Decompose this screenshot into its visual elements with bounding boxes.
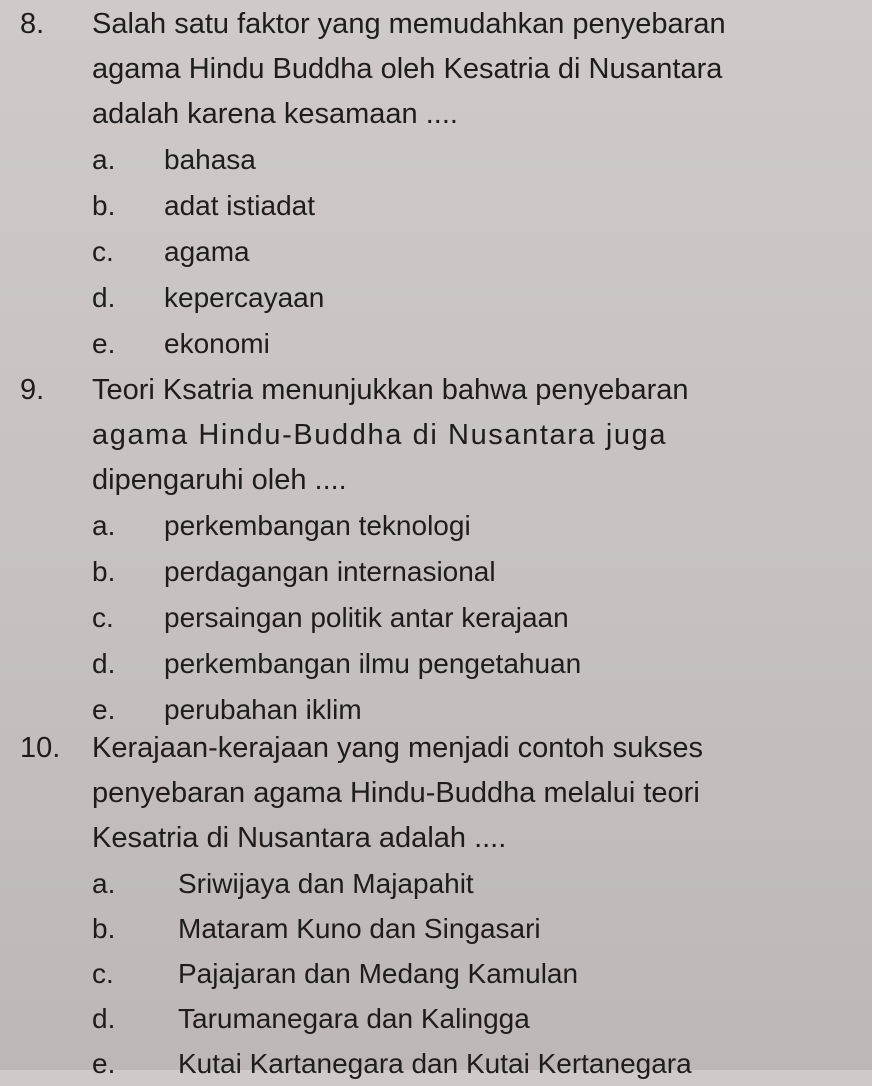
option-c[interactable] bbox=[20, 595, 860, 641]
option-letter: d. bbox=[92, 282, 116, 313]
option-letter: e. bbox=[92, 328, 116, 359]
option-text: Kutai Kartanegara dan Kutai Kertanegara bbox=[178, 1048, 692, 1079]
option-a[interactable] bbox=[20, 503, 860, 549]
option-text: Tarumanegara dan Kalingga bbox=[178, 1003, 530, 1034]
option-letter: e. bbox=[92, 1048, 116, 1079]
question-text bbox=[92, 368, 860, 503]
option-d[interactable] bbox=[20, 996, 860, 1041]
question-line: Salah satu faktor yang memudahkan penyebaran bbox=[92, 8, 726, 40]
question-line: agama Hindu Buddha oleh Kesatria di Nusantara bbox=[92, 53, 723, 85]
option-text: Sriwijaya dan Majapahit bbox=[178, 868, 474, 899]
option-letter: c. bbox=[92, 236, 114, 267]
option-text: perkembangan teknologi bbox=[164, 510, 471, 541]
question-number: 10. bbox=[20, 732, 61, 764]
option-e[interactable] bbox=[20, 1041, 860, 1086]
question-header bbox=[20, 2, 860, 137]
question-10 bbox=[20, 726, 860, 1086]
option-letter: b. bbox=[92, 556, 116, 587]
question-line: Teori Ksatria menunjukkan bahwa penyebaran bbox=[92, 374, 689, 406]
question-8 bbox=[20, 2, 860, 367]
question-line: adalah karena kesamaan .... bbox=[92, 98, 458, 130]
option-text: Pajajaran dan Medang Kamulan bbox=[178, 958, 579, 989]
answer-options bbox=[20, 137, 860, 367]
option-d[interactable] bbox=[20, 275, 860, 321]
question-text bbox=[92, 726, 860, 861]
option-letter: d. bbox=[92, 648, 116, 679]
option-letter: b. bbox=[92, 190, 116, 221]
question-line: penyebaran agama Hindu-Buddha melalui teori bbox=[92, 777, 700, 809]
question-line: Kerajaan-kerajaan yang menjadi contoh sukses bbox=[92, 732, 703, 764]
question-text bbox=[92, 2, 860, 137]
option-b[interactable] bbox=[20, 549, 860, 595]
option-b[interactable] bbox=[20, 906, 860, 951]
option-d[interactable] bbox=[20, 641, 860, 687]
option-text: agama bbox=[164, 236, 250, 267]
option-a[interactable] bbox=[20, 137, 860, 183]
option-text: adat istiadat bbox=[164, 190, 315, 221]
option-text: perdagangan internasional bbox=[164, 556, 496, 587]
question-header bbox=[20, 726, 860, 861]
option-letter: c. bbox=[92, 958, 114, 989]
question-9 bbox=[20, 368, 860, 733]
option-text: ekonomi bbox=[164, 328, 270, 359]
question-line: dipengaruhi oleh .... bbox=[92, 464, 347, 496]
option-letter: b. bbox=[92, 913, 116, 944]
question-number: 9. bbox=[20, 374, 45, 406]
option-text: perkembangan ilmu pengetahuan bbox=[164, 648, 582, 679]
question-line: agama Hindu-Buddha di Nusantara juga bbox=[92, 419, 668, 451]
option-c[interactable] bbox=[20, 229, 860, 275]
option-e[interactable] bbox=[20, 321, 860, 367]
option-text: bahasa bbox=[164, 144, 256, 175]
question-line: Kesatria di Nusantara adalah .... bbox=[92, 822, 507, 854]
option-text: kepercayaan bbox=[164, 282, 325, 313]
option-letter: a. bbox=[92, 868, 116, 899]
option-letter: d. bbox=[92, 1003, 116, 1034]
option-letter: a. bbox=[92, 510, 116, 541]
question-number: 8. bbox=[20, 8, 45, 40]
option-letter: a. bbox=[92, 144, 116, 175]
option-text: perubahan iklim bbox=[164, 694, 362, 725]
option-letter: e. bbox=[92, 694, 116, 725]
option-letter: c. bbox=[92, 602, 114, 633]
question-header bbox=[20, 368, 860, 503]
option-a[interactable] bbox=[20, 861, 860, 906]
option-text: persaingan politik antar kerajaan bbox=[164, 602, 569, 633]
option-c[interactable] bbox=[20, 951, 860, 996]
answer-options bbox=[20, 861, 860, 1086]
option-b[interactable] bbox=[20, 183, 860, 229]
answer-options bbox=[20, 503, 860, 733]
option-text: Mataram Kuno dan Singasari bbox=[178, 913, 541, 944]
